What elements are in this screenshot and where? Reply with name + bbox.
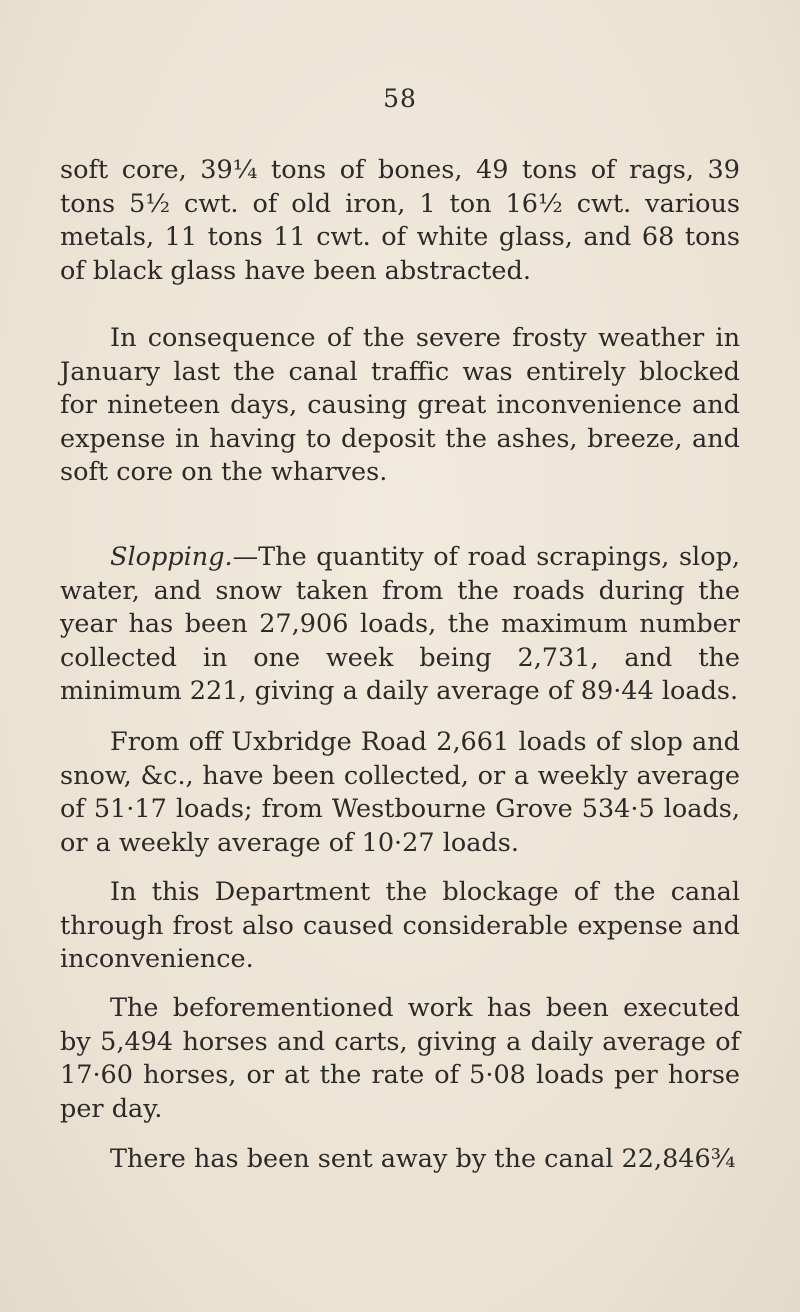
paragraph-canal [60, 1143, 740, 1177]
paragraph-slopping [60, 541, 740, 709]
paragraph-frost [60, 322, 740, 490]
paragraph-text: From off Uxbridge Road 2,661 loads of slop and snow, &c., have been collected, or a weekly average of 51·17 loads; from Westbourne Grove 534·5 loads, or a weekly average of 10·27 loads. [60, 727, 740, 858]
paragraph-horses [60, 992, 740, 1126]
paragraph-text: —The quantity of road scrapings, slop, water, and snow taken from the roads during the year has been 27,906 loads, the maximum number collected in one week being 2,731, and the minimum 221, giving a daily average of 89·44 loads. [60, 542, 740, 706]
paragraph-uxbridge [60, 726, 740, 860]
paragraph-text: soft core, 39¼ tons of bones, 49 tons of rags, 39 tons 5½ cwt. of old iron, 1 ton 16½ cwt. various metals, 11 tons 11 cwt. of white glass, and 68 tons of black glass have been abstracted. [60, 155, 740, 286]
paragraph-text: In consequence of the severe frosty weather in January last the canal traffic was entirely blocked for nineteen days, causing great inconvenience and expense in having to deposit the ashes, breeze, and soft core on the wharves. [60, 323, 740, 487]
paragraph-text: In this Department the blockage of the canal through frost also caused considerable expense and inconvenience. [60, 877, 740, 974]
section-heading-slopping: Slopping. [110, 542, 233, 572]
paragraph-text: There has been sent away by the canal 22,846¾ [110, 1144, 736, 1174]
page-number: 58 [383, 84, 417, 113]
paragraph-continuation [60, 154, 740, 288]
paragraph-text: The beforementioned work has been executed by 5,494 horses and carts, giving a daily average of 17·60 horses, or at the rate of 5·08 loads per horse per day. [60, 993, 740, 1124]
paragraph-blockage [60, 876, 740, 977]
